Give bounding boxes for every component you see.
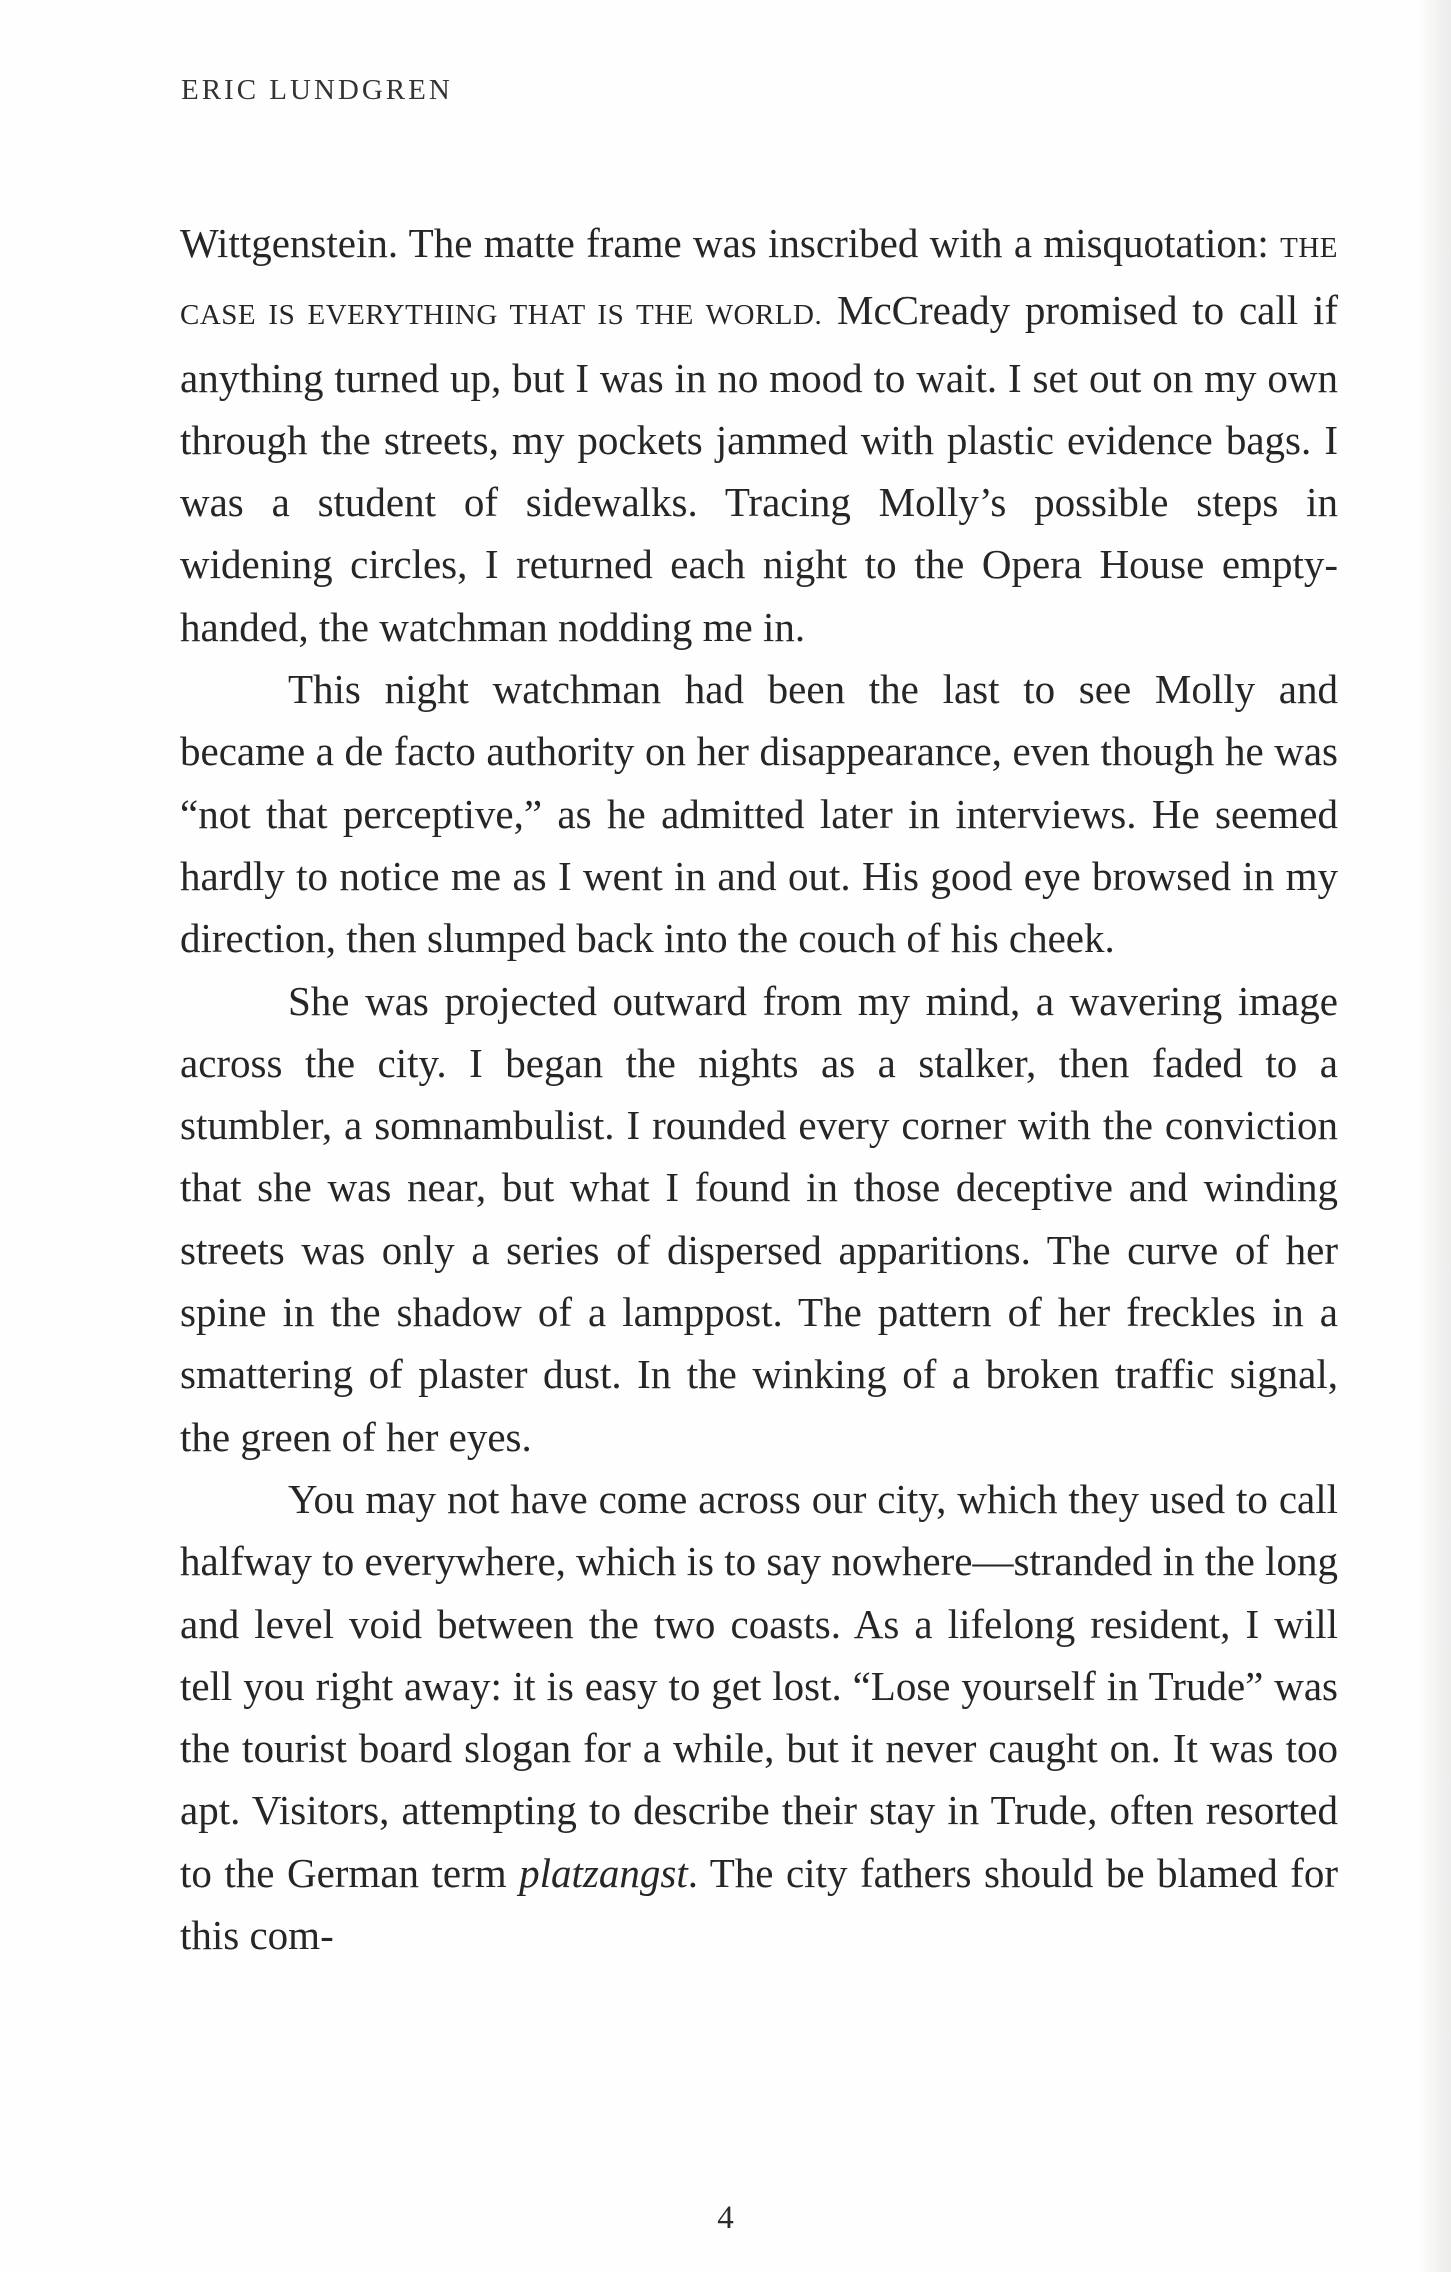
running-head: ERIC LUNDGREN bbox=[181, 74, 453, 106]
paragraph-1-lead: Wittgenstein. The matte frame was inscribed with a misquotation: bbox=[180, 220, 1281, 266]
page-gutter-shadow bbox=[1417, 0, 1451, 2272]
paragraph-1 bbox=[180, 212, 1338, 658]
quotation-small-caps: THE CASE IS EVERYTHING THAT IS THE WORLD. bbox=[180, 232, 1338, 332]
paragraph-4 bbox=[180, 1468, 1338, 1966]
paragraph-3: She was projected outward from my mind, a wavering image across the city. I began the nights as a stalker, then faded to a stumbler, a somnambulist. I rounded every corner with the conviction that she was near, but what I found in those deceptive and winding streets was only a series of dispersed apparitions. The curve of her spine in the shadow of a lamppost. The pattern of her freckles in a smattering of plaster dust. In the winking of a broken traffic signal, the green of her eyes. bbox=[180, 977, 1338, 1460]
paragraph-4-rest: . The city fathers should be blamed for this com- bbox=[180, 1849, 1338, 1959]
italic-term: platzangst bbox=[519, 1849, 688, 1896]
body-text bbox=[180, 212, 1338, 1966]
paragraph-1-rest: McCready promised to call if anything turned up, but I was in no mood to wait. I set out on my own through the streets, my pockets jammed with plastic evidence bags. I was a student of sidewalks. Tracing Molly’s possible steps in widening circles, I returned each night to the Opera House empty-handed, the watchman nodding me in. bbox=[180, 287, 1338, 650]
paragraph-2: This night watchman had been the last to see Molly and became a de facto authority on her disappearance, even though he was “not that perceptive,” as he admitted later in interviews. He seemed hardly to notice me as I went in and out. His good eye browsed in my direction, then slumped back into the couch of his cheek. bbox=[180, 666, 1338, 962]
paragraph-4-lead: You may not have come across our city, which they used to call halfway to everywhere, which is to say nowhere—stranded in the long and level void between the two coasts. As a lifelong resident, I will tell you right away: it is easy to get lost. “Lose yourself in Trude” was the tourist board slogan for a while, but it never caught on. It was too apt. Visitors, attempting to describe their stay in Trude, often resorted to the German term bbox=[180, 1475, 1338, 1896]
page-number: 4 bbox=[717, 2200, 734, 2236]
